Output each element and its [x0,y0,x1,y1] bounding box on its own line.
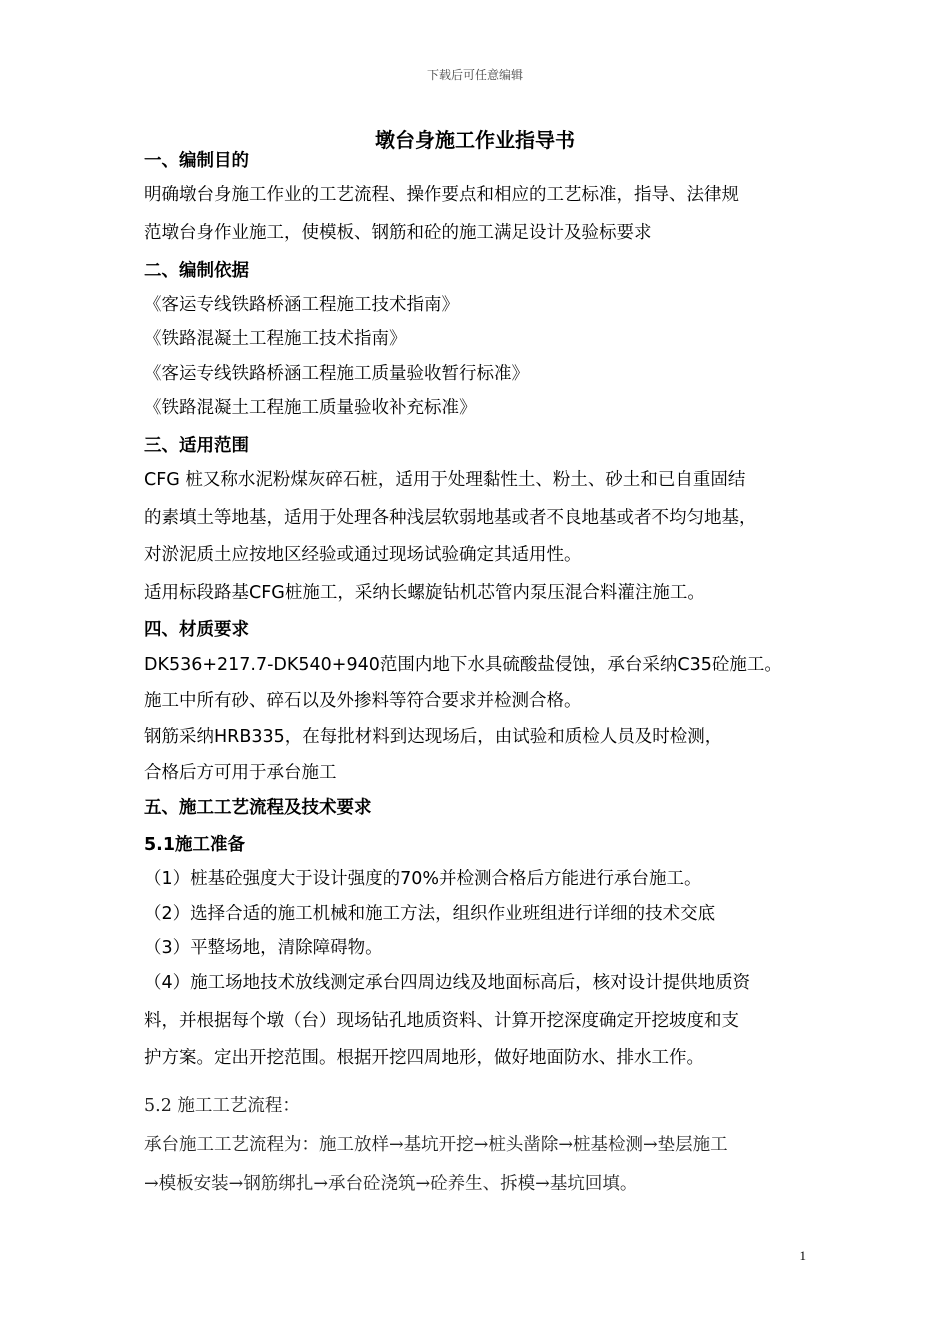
paragraph-line: →模板安装→钢筋绑扎→承台砼浇筑→砼养生、拆模→基坑回填。 [144,1174,638,1194]
list-item: （3）平整场地，清除障碍物。 [144,938,383,958]
section-heading-scope: 三、适用范围 [144,436,249,456]
subsection-heading-flow: 5.2 施工工艺流程： [144,1096,300,1116]
paragraph-line: 对淤泥质土应按地区经验或通过现场试验确定其适用性。 [144,545,582,565]
paragraph-line: 适用标段路基CFG桩施工，采纳长螺旋钻机芯管内泵压混合料灌注施工。 [144,583,705,603]
list-item: （1）桩基砼强度大于设计强度的70%并检测合格后方能进行承台施工。 [144,869,702,889]
header-note: 下载后可任意编辑 [426,68,523,82]
paragraph-line: 钢筋采纳HRB335，在每批材料到达现场后，由试验和质检人员及时检测， [144,727,723,747]
paragraph-line: 施工中所有砂、碎石以及外掺料等符合要求并检测合格。 [144,691,582,711]
paragraph-line: 范墩台身作业施工，使模板、钢筋和砼的施工满足设计及验标要求 [144,223,652,243]
paragraph-line: 承台施工工艺流程为：施工放样→基坑开挖→桩头凿除→桩基检测→垫层施工 [144,1135,728,1155]
list-item: （2）选择合适的施工机械和施工方法，组织作业班组进行详细的技术交底 [144,904,716,924]
reference-item: 《铁路混凝土工程施工技术指南》 [144,329,407,349]
paragraph-line: CFG 桩又称水泥粉煤灰碎石桩，适用于处理黏性土、粉土、砂土和已自重固结 [144,470,746,490]
section-heading-materials: 四、材质要求 [144,620,249,640]
paragraph-line: 的素填土等地基，适用于处理各种浅层软弱地基或者不良地基或者不均匀地基， [144,508,757,528]
section-heading-process: 五、施工工艺流程及技术要求 [144,798,372,818]
list-item: （4）施工场地技术放线测定承台四周边线及地面标高后，核对设计提供地质资 [144,973,751,993]
section-heading-basis: 二、编制依据 [144,261,249,281]
paragraph-line: 合格后方可用于承台施工 [144,763,337,783]
page-number: 1 [799,1248,806,1263]
section-heading-purpose: 一、编制目的 [144,151,249,171]
paragraph-line: DK536+217.7-DK540+940范围内地下水具硫酸盐侵蚀，承台采纳C35砼施工。 [144,655,782,675]
document-title: 墩台身施工作业指导书 [375,128,575,152]
list-item-continued: 料，并根据每个墩（台）现场钻孔地质资料、计算开挖深度确定开挖坡度和支 [144,1011,739,1031]
subsection-heading-preparation: 5.1施工准备 [144,835,246,855]
reference-item: 《铁路混凝土工程施工质量验收补充标准》 [144,398,477,418]
reference-item: 《客运专线铁路桥涵工程施工技术指南》 [144,295,459,315]
list-item-continued: 护方案。定出开挖范围。根据开挖四周地形，做好地面防水、排水工作。 [144,1048,704,1068]
reference-item: 《客运专线铁路桥涵工程施工质量验收暂行标准》 [144,364,529,384]
paragraph-line: 明确墩台身施工作业的工艺流程、操作要点和相应的工艺标准，指导、法律规 [144,185,739,205]
